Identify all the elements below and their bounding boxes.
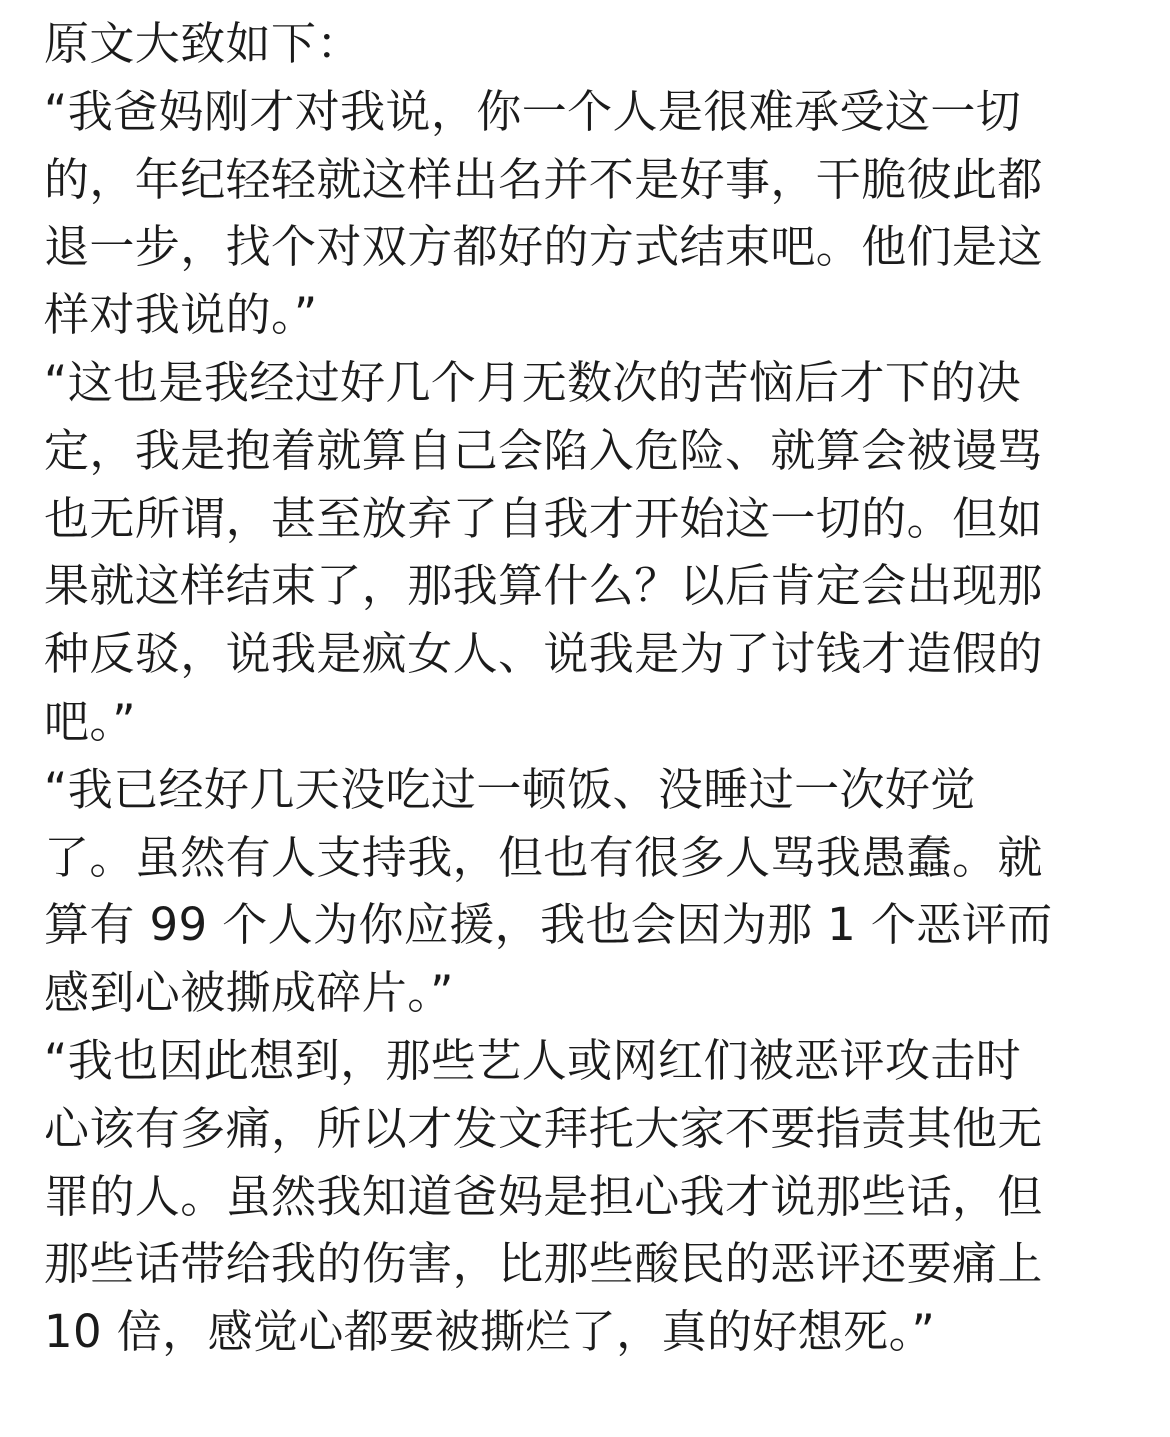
text-line: 那些话带给我的伤害，比那些酸民的恶评还要痛上 xyxy=(44,1237,1043,1291)
text-line: 也无所谓，甚至放弃了自我才开始这一切的。但如 xyxy=(44,491,1043,545)
text-line: 10 倍，感觉心都要被撕烂了，真的好想死。” xyxy=(44,1305,936,1359)
text-line: 样对我说的。” xyxy=(44,288,318,342)
text-line: “这也是我经过好几个月无数次的苦恼后才下的决 xyxy=(44,355,1022,409)
text-line: “我爸妈刚才对我说，你一个人是很难承受这一切 xyxy=(44,84,1022,138)
text-line: 算有 99 个人为你应援，我也会因为那 1 个恶评而 xyxy=(44,898,1053,952)
text-line: 了。虽然有人支持我，但也有很多人骂我愚蠢。就 xyxy=(44,830,1043,884)
text-line: 定，我是抱着就算自己会陷入危险、就算会被谩骂 xyxy=(44,423,1043,477)
text-line-heading: 原文大致如下： xyxy=(44,17,362,70)
text-line: 感到心被撕成碎片。” xyxy=(44,966,454,1020)
text-line: 罪的人。虽然我知道爸妈是担心我才说那些话，但 xyxy=(44,1169,1043,1223)
text-line: “我也因此想到，那些艺人或网红们被恶评攻击时 xyxy=(44,1033,1022,1087)
text-line: “我已经好几天没吃过一顿饭、没睡过一次好觉 xyxy=(44,762,976,816)
text-line: 种反驳，说我是疯女人、说我是为了讨钱才造假的 xyxy=(44,627,1043,681)
text-line: 吧。” xyxy=(44,694,137,748)
article-text xyxy=(44,10,1126,1366)
text-line: 退一步，找个对双方都好的方式结束吧。他们是这 xyxy=(44,220,1043,274)
text-line: 果就这样结束了，那我算什么？以后肯定会出现那 xyxy=(44,559,1043,613)
text-line: 的，年纪轻轻就这样出名并不是好事，干脆彼此都 xyxy=(44,152,1043,206)
text-line: 心该有多痛，所以才发文拜托大家不要指责其他无 xyxy=(44,1101,1043,1155)
